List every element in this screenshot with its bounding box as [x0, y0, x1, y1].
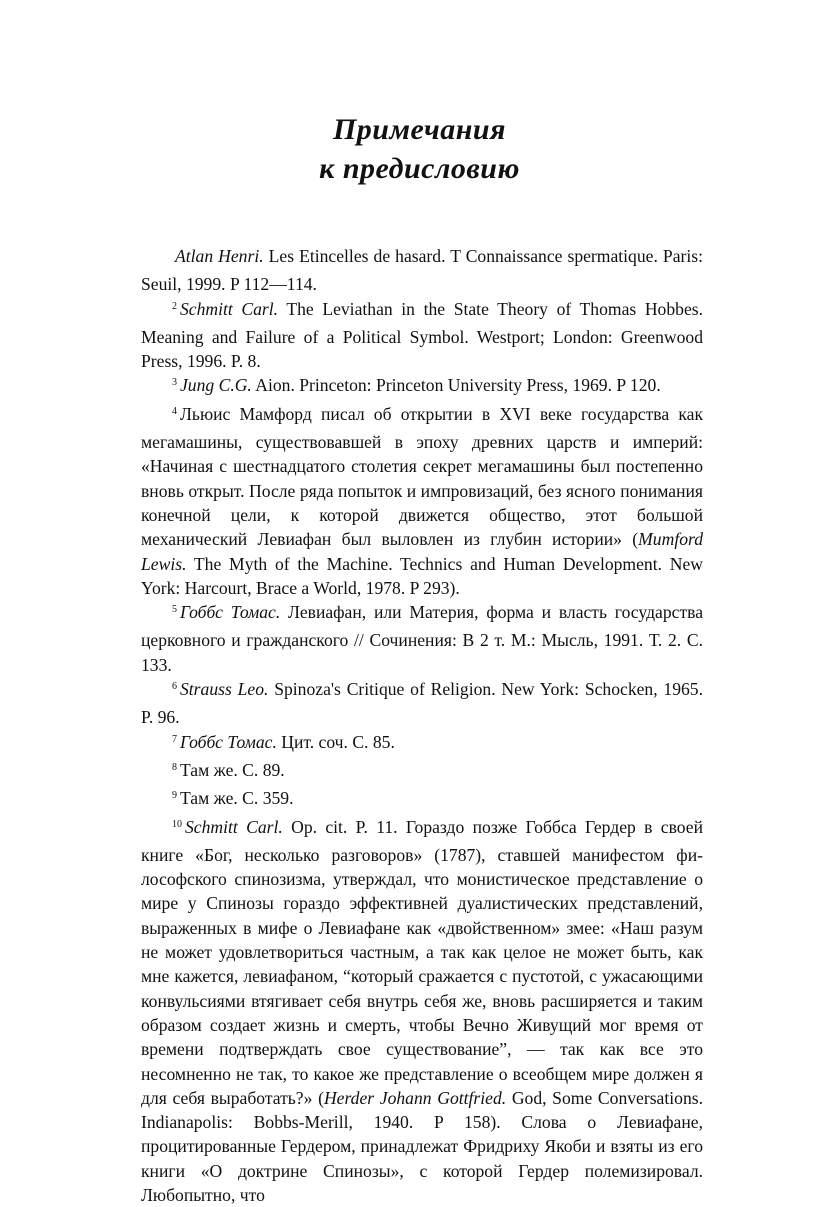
- note-author: Гоббс Томас.: [180, 602, 281, 623]
- title-line-2: к предисловию: [319, 152, 520, 185]
- note-text: Там же. С. 89.: [180, 759, 285, 780]
- note-author: Atlan Henri.: [175, 246, 264, 266]
- note-author: Schmitt Carl.: [180, 298, 279, 319]
- note-text: Левиафан, или Материя, форма и власть государства церковного и гражданского // Сочинения: В 2 т. М.: Мысль, 1991. Т. 2. С. 133.: [141, 602, 704, 675]
- note-9: [141, 786, 703, 814]
- note-2: [141, 297, 703, 374]
- note-text: Льюис Мамфорд писал об открытии в XVI веке государства как мегамашины, существовавшей в эпоху древних царств и империй: «Начиная с шестнадцатого столетия секрет мегамашины был постепенно вновь открыт. После ряда попыток и импровизаций, без ясного понимания конечной цели, к которой движется общество, этот большой механический Левиафан был выловлен из глубин истории» (: [141, 403, 703, 550]
- note-number: 2: [172, 300, 177, 312]
- note-text: Les Etincelles de hasard. T Connaissance spermatique. Paris: Seuil, 1999. P 112—114.: [141, 246, 703, 295]
- note-8: [141, 758, 703, 786]
- note-number: 3: [172, 377, 177, 389]
- note-text: Spinoza's Critique of Religion. New York: Schocken, 1965. P. 96.: [141, 679, 703, 728]
- note-number: 9: [172, 790, 177, 802]
- notes-list: [141, 244, 703, 1207]
- note-text-continued: The Myth of the Machine. Technics and Human Development. New York: Harcourt, Brace a World, 1978. P 293).: [141, 553, 703, 598]
- note-number: 5: [172, 604, 177, 616]
- note-number: 6: [172, 681, 177, 693]
- note-author: Mumford Lewis.: [141, 529, 703, 574]
- note-author: Jung C.G.: [180, 375, 252, 396]
- note-author: Гоббс Томас.: [180, 731, 277, 752]
- note-7: [141, 730, 703, 758]
- note-text: The Leviathan in the State Theory of Thomas Hobbes. Meaning and Failure of a Political Symbol. Westport; London: Greenwood Press, 1996. P. 8.: [141, 298, 703, 372]
- note-text-continued: God, Some Conversations. Indianapolis: Bobbs-Merill, 1940. P 158). Слова о Левиафане, процитированные Гердером, принадлежат Фридриху Якоби и взяты из его книги «О доктрине Спинозы», с которой Гердер полемизировал. Любопытно, что: [141, 1087, 703, 1205]
- note-author: Strauss Leo.: [180, 679, 269, 700]
- note-10: [141, 815, 703, 1207]
- note-number: 4: [172, 405, 177, 417]
- note-1: [141, 244, 703, 297]
- note-text: Там же. С. 359.: [180, 788, 294, 809]
- note-number: 10: [172, 818, 182, 830]
- title-line-1: Примечания: [332, 113, 507, 146]
- note-text: Op. cit. P. 11. Гораздо позже Гоббса Гердер в своей книге «Бог, несколько разговоров» (1787), ставшей манифестом философского спинозизма, утверждал, что монистическое представление о мире у Спинозы гораздо эффективней дуалистических представлений, выраженных в мифе о Левиафане как «двойственном» змее: «Наш разум не может удовлетвориться частным, а так как целое не может быть, как мне кажется, левиафаном, “который сражается с пустотой, с ужасающими конвульсиями втягивает себя внутрь себя же, вновь расширяется и таким образом создает жизнь и смерть, чтобы Вечно Живущий мог время от времени подтверждать свое существование”, — так как все это несомненно не так, то какое же представление о всеобщем мире должен я для себя выработать?» (: [141, 816, 703, 1108]
- note-4: [141, 402, 703, 600]
- note-text: Цит. соч. С. 85.: [276, 731, 395, 752]
- note-text: Aion. Princeton: Princeton University Press, 1969. P 120.: [251, 375, 661, 396]
- note-number: 8: [172, 761, 177, 773]
- note-5: [141, 600, 703, 677]
- note-author: Schmitt Carl.: [185, 816, 283, 837]
- note-6: [141, 677, 703, 730]
- note-number: 7: [172, 733, 177, 745]
- note-author: Herder Johann Gottfried.: [323, 1087, 507, 1108]
- note-3: [141, 373, 703, 401]
- page-title: [0, 110, 839, 188]
